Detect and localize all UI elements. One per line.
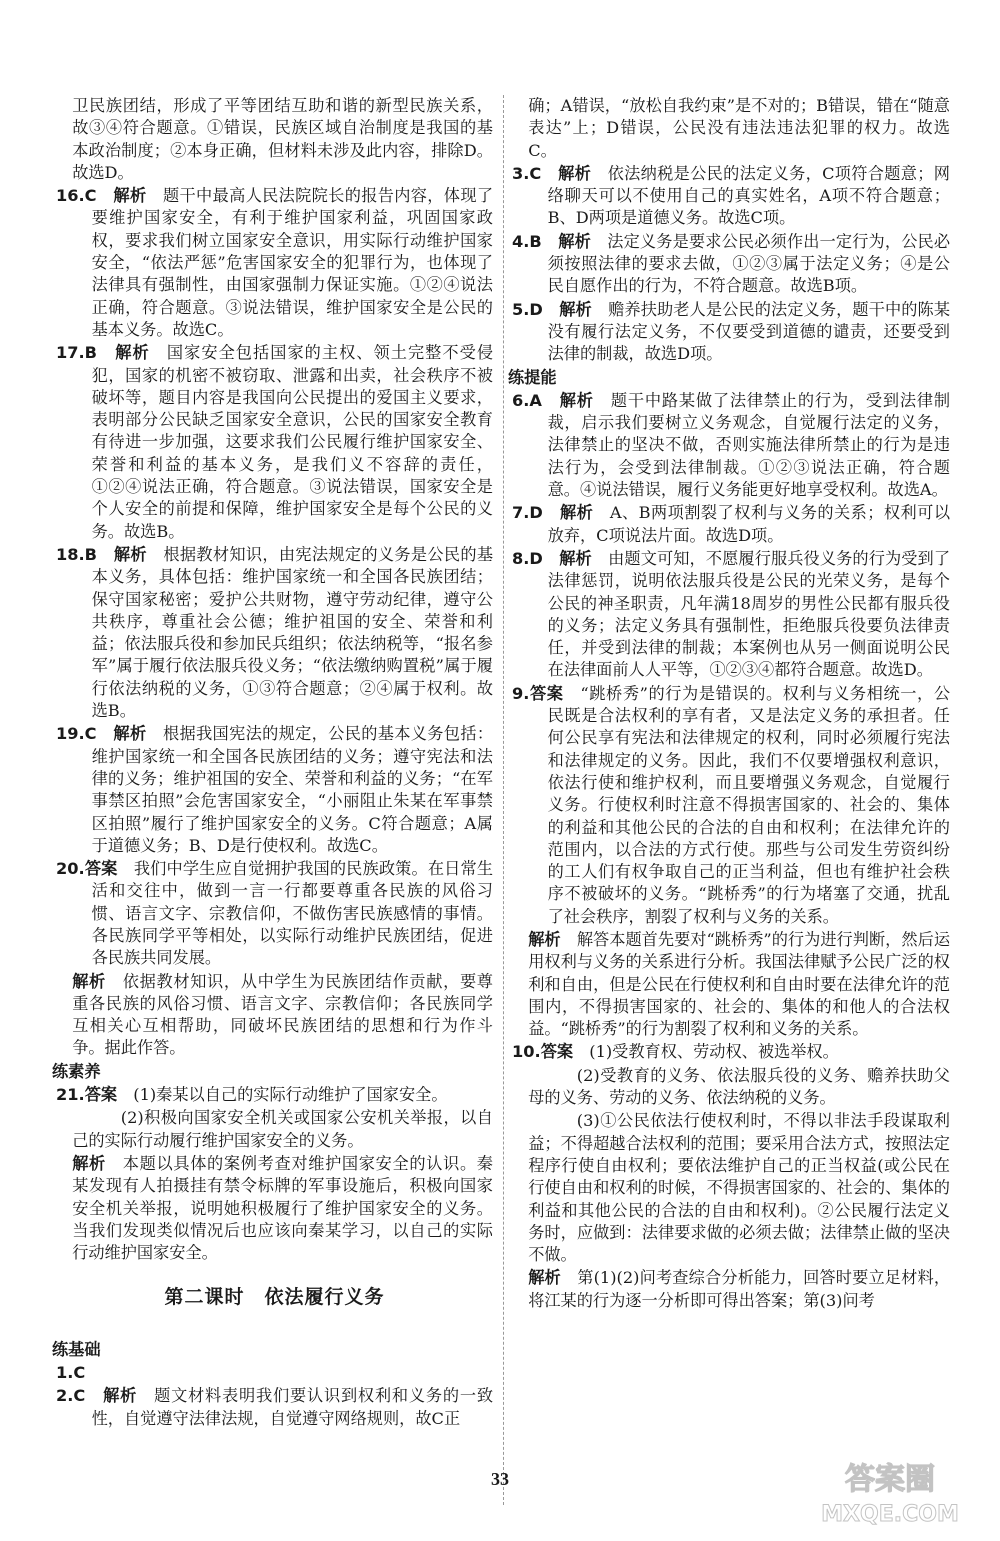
answer-19: 19.C 解析 根据我国宪法的规定，公民的基本义务包括：维护国家统一和全国各民族团结的义务；遵守宪法和法律的义务；维护祖国的安全、荣誉和利益的义务；“在军事禁区拍照”会危害国家安全，“小丽阻止朱某在军事禁区拍照”履行了维护国家安全的义务。C符合题意；A属于道德义务；B、D是行使权利。故选C。 <box>56 724 494 855</box>
left-column <box>52 95 494 1431</box>
section-heading-jichu: 练基础 <box>52 1339 101 1359</box>
section-heading-tineng: 练提能 <box>508 367 557 387</box>
continued-answer: 卫民族团结，形成了平等团结互助和谐的新型民族关系，故③④符合题意。①错误，民族区域自治制度是我国的基本政治制度；②本身正确，但材料未涉及此内容，排除D。故选D。 <box>72 96 493 182</box>
answer-10-part3: (3)①公民依法行使权利时，不得以非法手段谋取利益；不得超越合法权利的范围；要采用合法方式，按照法定程序行使自由权利；要依法维护自己的正当权益(或公民在行使自由和权利的时候，不得损害国家的、社会的、集体的利益和其他公民的合法的自由和权利)。②公民履行法定义务时，应做到：法律要求做的必须去做；法律禁止做的坚决不做。 <box>528 1111 950 1265</box>
lesson-title: 第二课时 依法履行义务 <box>164 1286 385 1309</box>
right-column <box>508 95 951 1313</box>
answer-2: 2.C 解析 题文材料表明我们要认识到权利和义务的一致性，自觉遵守法律法规，自觉遵守网络规则，故C正 <box>56 1386 494 1428</box>
page-number: 33 <box>491 1469 509 1489</box>
answer-17: 17.B 解析 国家安全包括国家的主权、领土完整不受侵犯，国家的机密不被窃取、泄露和出卖，社会秩序不被破坏等，题目内容是我国向公民提出的爱国主义要求，表明部分公民缺乏国家安全意识，公民的国家安全教育有待进一步加强，这要求我们公民履行维护国家安全、荣誉和利益的基本义务，是我们义不容辞的责任，①②④说法正确，符合题意。③说法错误，国家安全是个人安全的前提和保障，维护国家安全是每个公民的义务。故选B。 <box>56 343 494 541</box>
analysis-9: 解析 解答本题首先要对“跳桥秀”的行为进行判断，然后运用权利与义务的关系进行分析。我国法律赋予公民广泛的权利和自由，但是公民在行使权利和自由时要在法律允许的范围内，不得损害国家的、社会的、集体的和他人的合法权益。“跳桥秀”的行为割裂了权利和义务的关系。 <box>528 929 951 1039</box>
analysis-21: 解析 本题以具体的案例考查对维护国家安全的认识。秦某发现有人拍摄挂有禁令标牌的军事设施后，积极向国家安全机关举报，说明她积极履行了维护国家安全的义务。当我们发现类似情况后也应该向秦某学习，以自己的实际行动维护国家安全。 <box>72 1153 493 1263</box>
answer-6: 6.A 解析 题干中路某做了法律禁止的行为，受到法律制裁，启示我们要树立义务观念，自觉履行法定的义务，法律禁止的坚决不做，否则实施法律所禁止的行为是违法行为，会受到法律制裁。①②③说法正确，符合题意。④说法错误，履行义务能更好地享受权利。故选A。 <box>512 390 951 500</box>
answer-8: 8.D 解析 由题文可知，不愿履行服兵役义务的行为受到了法律惩罚，说明依法服兵役是公民的光荣义务，是每个公民的神圣职责，凡年满18周岁的男性公民都有服兵役的义务；法定义务具有强制性，拒绝服兵役要负法律责任，并受到法律的制裁；本案例也从另一侧面说明公民在法律面前人人平等，①②③④都符合题意。故选D。 <box>512 548 951 680</box>
answer-20: 20.答案 我们中学生应自觉拥护我国的民族政策。在日常生活和交往中，做到一言一行都要尊重各民族的风俗习惯、语言文字、宗教信仰，不做伤害民族感情的事情。各民族同学平等相处，以实际行动维护民族团结，促进各民族共同发展。 <box>56 859 494 968</box>
answer-10-part2: (2)受教育的义务、依法服兵役的义务、赡养扶助父母的义务、劳动的义务、依法纳税的义务。 <box>528 1065 950 1108</box>
answer-21-part2: (2)积极向国家安全机关或国家公安机关举报，以自己的实际行动履行维护国家安全的义务。 <box>72 1108 493 1150</box>
section-heading-suyang: 练素养 <box>52 1061 101 1081</box>
answer-16: 16.C 解析 题干中最高人民法院院长的报告内容，体现了要维护国家安全，有利于维护国家利益，巩固国家政权，要求我们树立国家安全意识，用实际行动维护国家安全，“依法严惩”危害国家安全的犯罪行为，也体现了法律具有强制性，由国家强制力保证实施。①②④说法正确，符合题意。③说法错误，维护国家安全是公民的基本义务。故选C。 <box>56 186 494 339</box>
analysis-10: 解析 第(1)(2)问考查综合分析能力，回答时要立足材料，将江某的行为逐一分析即可得出答案；第(3)问考 <box>528 1268 951 1310</box>
watermark-logo <box>810 1455 970 1531</box>
answer-7: 7.D 解析 A、B两项割裂了权利与义务的关系；权利可以放弃，C项说法片面。故选D项。 <box>512 503 951 545</box>
answer-21: 21.答案 (1)秦某以自己的实际行动维护了国家安全。 <box>56 1085 448 1105</box>
analysis-20: 解析 依据教材知识，从中学生为民族团结作贡献，要尊重各民族的风俗习惯、语言文字、宗教信仰；各民族同学互相关心互相帮助，同破坏民族团结的思想和行为作斗争。据此作答。 <box>72 971 493 1058</box>
watermark-line2: MXQE.COM <box>821 1502 959 1527</box>
answer-5: 5.D 解析 赡养扶助老人是公民的法定义务，题干中的陈某没有履行法定义务，不仅要受到道德的谴责，还要受到法律的制裁，故选D项。 <box>512 299 951 364</box>
column-divider <box>503 95 504 1505</box>
answer-10: 10.答案 (1)受教育权、劳动权、被选举权。 <box>512 1042 839 1062</box>
continued-answer-2: 确；A错误，“放松自我约束”是不对的；B错误，错在“随意表达”上；D错误，公民没有违法违法犯罪的权力。故选C。 <box>528 96 950 160</box>
answer-1: 1.C <box>56 1363 86 1383</box>
answer-3: 3.C 解析 依法纳税是公民的法定义务，C项符合题意；网络聊天可以不使用自己的真实姓名，A项不符合题意；B、D两项是道德义务。故选C项。 <box>512 163 950 228</box>
answer-9: 9.答案 “跳桥秀”的行为是错误的。权利与义务相统一，公民既是合法权利的享有者，又是法定义务的承担者。任何公民享有宪法和法律规定的权利，同时必须履行宪法和法律规定的义务。因此，我们不仅要增强权利意识，依法行使和维护权利，而且要增强义务观念，自觉履行义务。行使权利时注意不得损害国家的、社会的、集体的利益和其他公民的合法的自由和权利；在法律允许的范围内，以合法的方式行使。那些与公司发生劳资纠纷的工人们有权争取自己的正当利益，但也有维护社会秩序不被破坏的义务。“跳桥秀”的行为堵塞了交通，扰乱了社会秩序，割裂了权利与义务的关系。 <box>512 683 951 926</box>
answer-4: 4.B 解析 法定义务是要求公民必须作出一定行为，公民必须按照法律的要求去做，①②③属于法定义务；④是公民自愿作出的行为，不符合题意。故选B项。 <box>512 231 951 296</box>
watermark-line1: 答案圈 <box>845 1462 935 1497</box>
answer-18: 18.B 解析 根据教材知识，由宪法规定的义务是公民的基本义务，具体包括：维护国家统一和全国各民族团结；保守国家秘密；爱护公共财物，遵守劳动纪律，遵守公共秩序，尊重社会公德；维护祖国的安全、荣誉和利益；依法服兵役和参加民兵组织；依法纳税等，“报名参军”属于履行依法服兵役义务；“依法缴纳购置税”属于履行依法纳税的义务，①③符合题意；②④属于权利。故选B。 <box>56 544 494 721</box>
